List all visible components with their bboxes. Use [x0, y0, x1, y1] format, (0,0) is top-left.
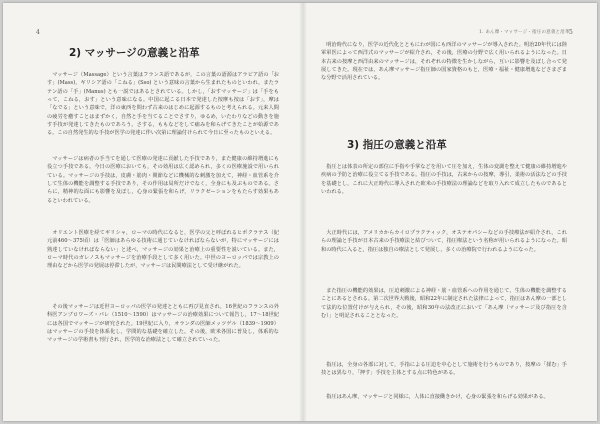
paragraph: その後マッサージは近世ヨーロッパの医学の発達とともに再び見直され，16世紀のフランスの外科医アンブロワーズ・パレ（1510～1590）はマッサージの治療効果について報告し，17～18世紀には各国でマッサージが研究された。19世紀に入り，オランダの医師メッツゲル（1839～1909）はマッサージの手技を体系化し，学問的な基礎を確立した。その後，欧米各国に普及し，体系的なマッサージの学術書も刊行され，医学的な治療法として確立されていった。	[47, 304, 279, 344]
paragraph: また指圧の機能的効果は，圧迫刺激による神経・筋・血管系への作用を通じて，生体の機能を調整することにあるとされる。第二次世界大戦後，昭和22年に制定された法律によって，指圧はあん摩の一部として法的な位置付けが与えられ，その後，昭和30年の法改正において「あん摩（マッサージ及び指圧を含む）」と明記されることとなった。	[321, 288, 567, 320]
paragraph: 指圧はあん摩，マッサージと同様に，人体に直接働きかけ，心身の緊張を和らげる効果がある。	[326, 394, 549, 400]
paragraph: 指圧は，全身の各部に対して，手指による圧迫を中心として施術を行うものであり，按摩の「揉む」手技とは異なり，「押す」手技を主体とする点に特色がある。	[321, 362, 567, 377]
page-number: 5	[569, 29, 573, 36]
page-number: 4	[36, 29, 40, 36]
section-heading: 3) 指圧の意義と沿革	[347, 139, 447, 151]
section-heading: 2) マッサージの意義と沿革	[69, 47, 200, 59]
paragraph: マッサージは病者の手当てを通して医療の発達に貢献した手技であり，また健康の維持増進にも役立つ手技である。今日の医療においても，その効用は広く認められ，多くの医療施設で用いられている。マッサージの手技は，皮膚・筋肉・関節などに機械的な刺激を加えて，神経・血管系を介して生体の機能を調整する手技であり，その作用は局所だけでなく，全身にも及ぶものである。さらに，精神的な面にも影響を及ぼし，心身の緊張を和らげ，リラクゼーションをもたらす効果もあるといわれている。	[47, 156, 279, 204]
running-head: 1. あん摩・マッサージ・指圧の意義と沿革	[479, 30, 570, 35]
paragraph: 指圧とは体表の所定の部位に手指や手掌などを用いて圧を加え，生体の変調を整えて健康の維持増進や疾病の予防と治療に役立てる手技である。指圧の手技は，古来からの按摩，導引，柔術の活法などの手技を基礎とし，これに大正時代に導入された欧米の手技療法の理論などを取り入れて成立したものであるといわれる。	[321, 164, 567, 196]
paragraph: 大正時代には，アメリカからカイロプラクティック，オステオパシーなどの手技療法が紹介され，これらの理論と手技が日本古来の手技療法と結びついて，指圧療法という名称が用いられるようになった。昭和の時代に入ると，指圧は独自の療法として発展し，多くの治療院で行われるようになった。	[321, 230, 567, 253]
book-spread	[3, 3, 597, 421]
paragraph: 明治時代になり，医学の近代化とともにわが国にも西洋のマッサージが導入された。明治20年代には陸軍軍医によって西洋式のマッサージが紹介され，その後，医療の分野で広く用いられるようになった。日本古来の按摩と西洋由来のマッサージは，それぞれの特徴を生かしながら，互いに影響を及ぼし合って発展してきた。現在では，あん摩マッサージ指圧師の国家資格のもと，医療・福祉・健康増進などさまざまな分野で活用されている。	[321, 42, 567, 82]
paragraph: オリエント医療を経てギリシャ，ローマの時代になると，医学の父と呼ばれるヒポクラテス（紀元前460～375頃）は「医師はあらゆる技術に通じていなければならないが，特にマッサージには熟達していなければならない」と述べ，マッサージの効果と治療上の重要性を説いている。また，ローマ時代のガレノスもマッサージを治療手段として多く用いた。中世のヨーロッパでは宗教上の理由などから医学の発展は停滞したが，マッサージは民間療法として受け継がれた。	[47, 230, 279, 270]
left-page	[3, 3, 299, 421]
paragraph: マッサージ（Massage）という言葉はフランス語であるが，この言葉の語源はアラビア語の「おす」(Mass)，ギリシア語の「こねる」(Sso) という意味の言葉から生まれたものといわれ，またラテン語の「手」(Manus) とも一説ではあるとされている。しかし，「おすマッサージ」は「手をもって，こねる，おす」という意味になる。中国に起こる日本で発達した按摩も按は「おす」，摩は「なでる」という意味で，洋の東西を問わず古来のはじめに起源するものと考えられる。元来人間の疲労を癒すことはまずかく，自然と手を当てることでさすり，ゆるめ，いたわりなどの動きを施す手技が発達してきたものであろう。さする，ももなどをして痛みを和らげてきたことが始源である。この自然発生的な手技が医学の発達に伴い次第に理論付けられて今日に至ったものといえる。	[47, 72, 279, 137]
right-page	[303, 3, 597, 421]
